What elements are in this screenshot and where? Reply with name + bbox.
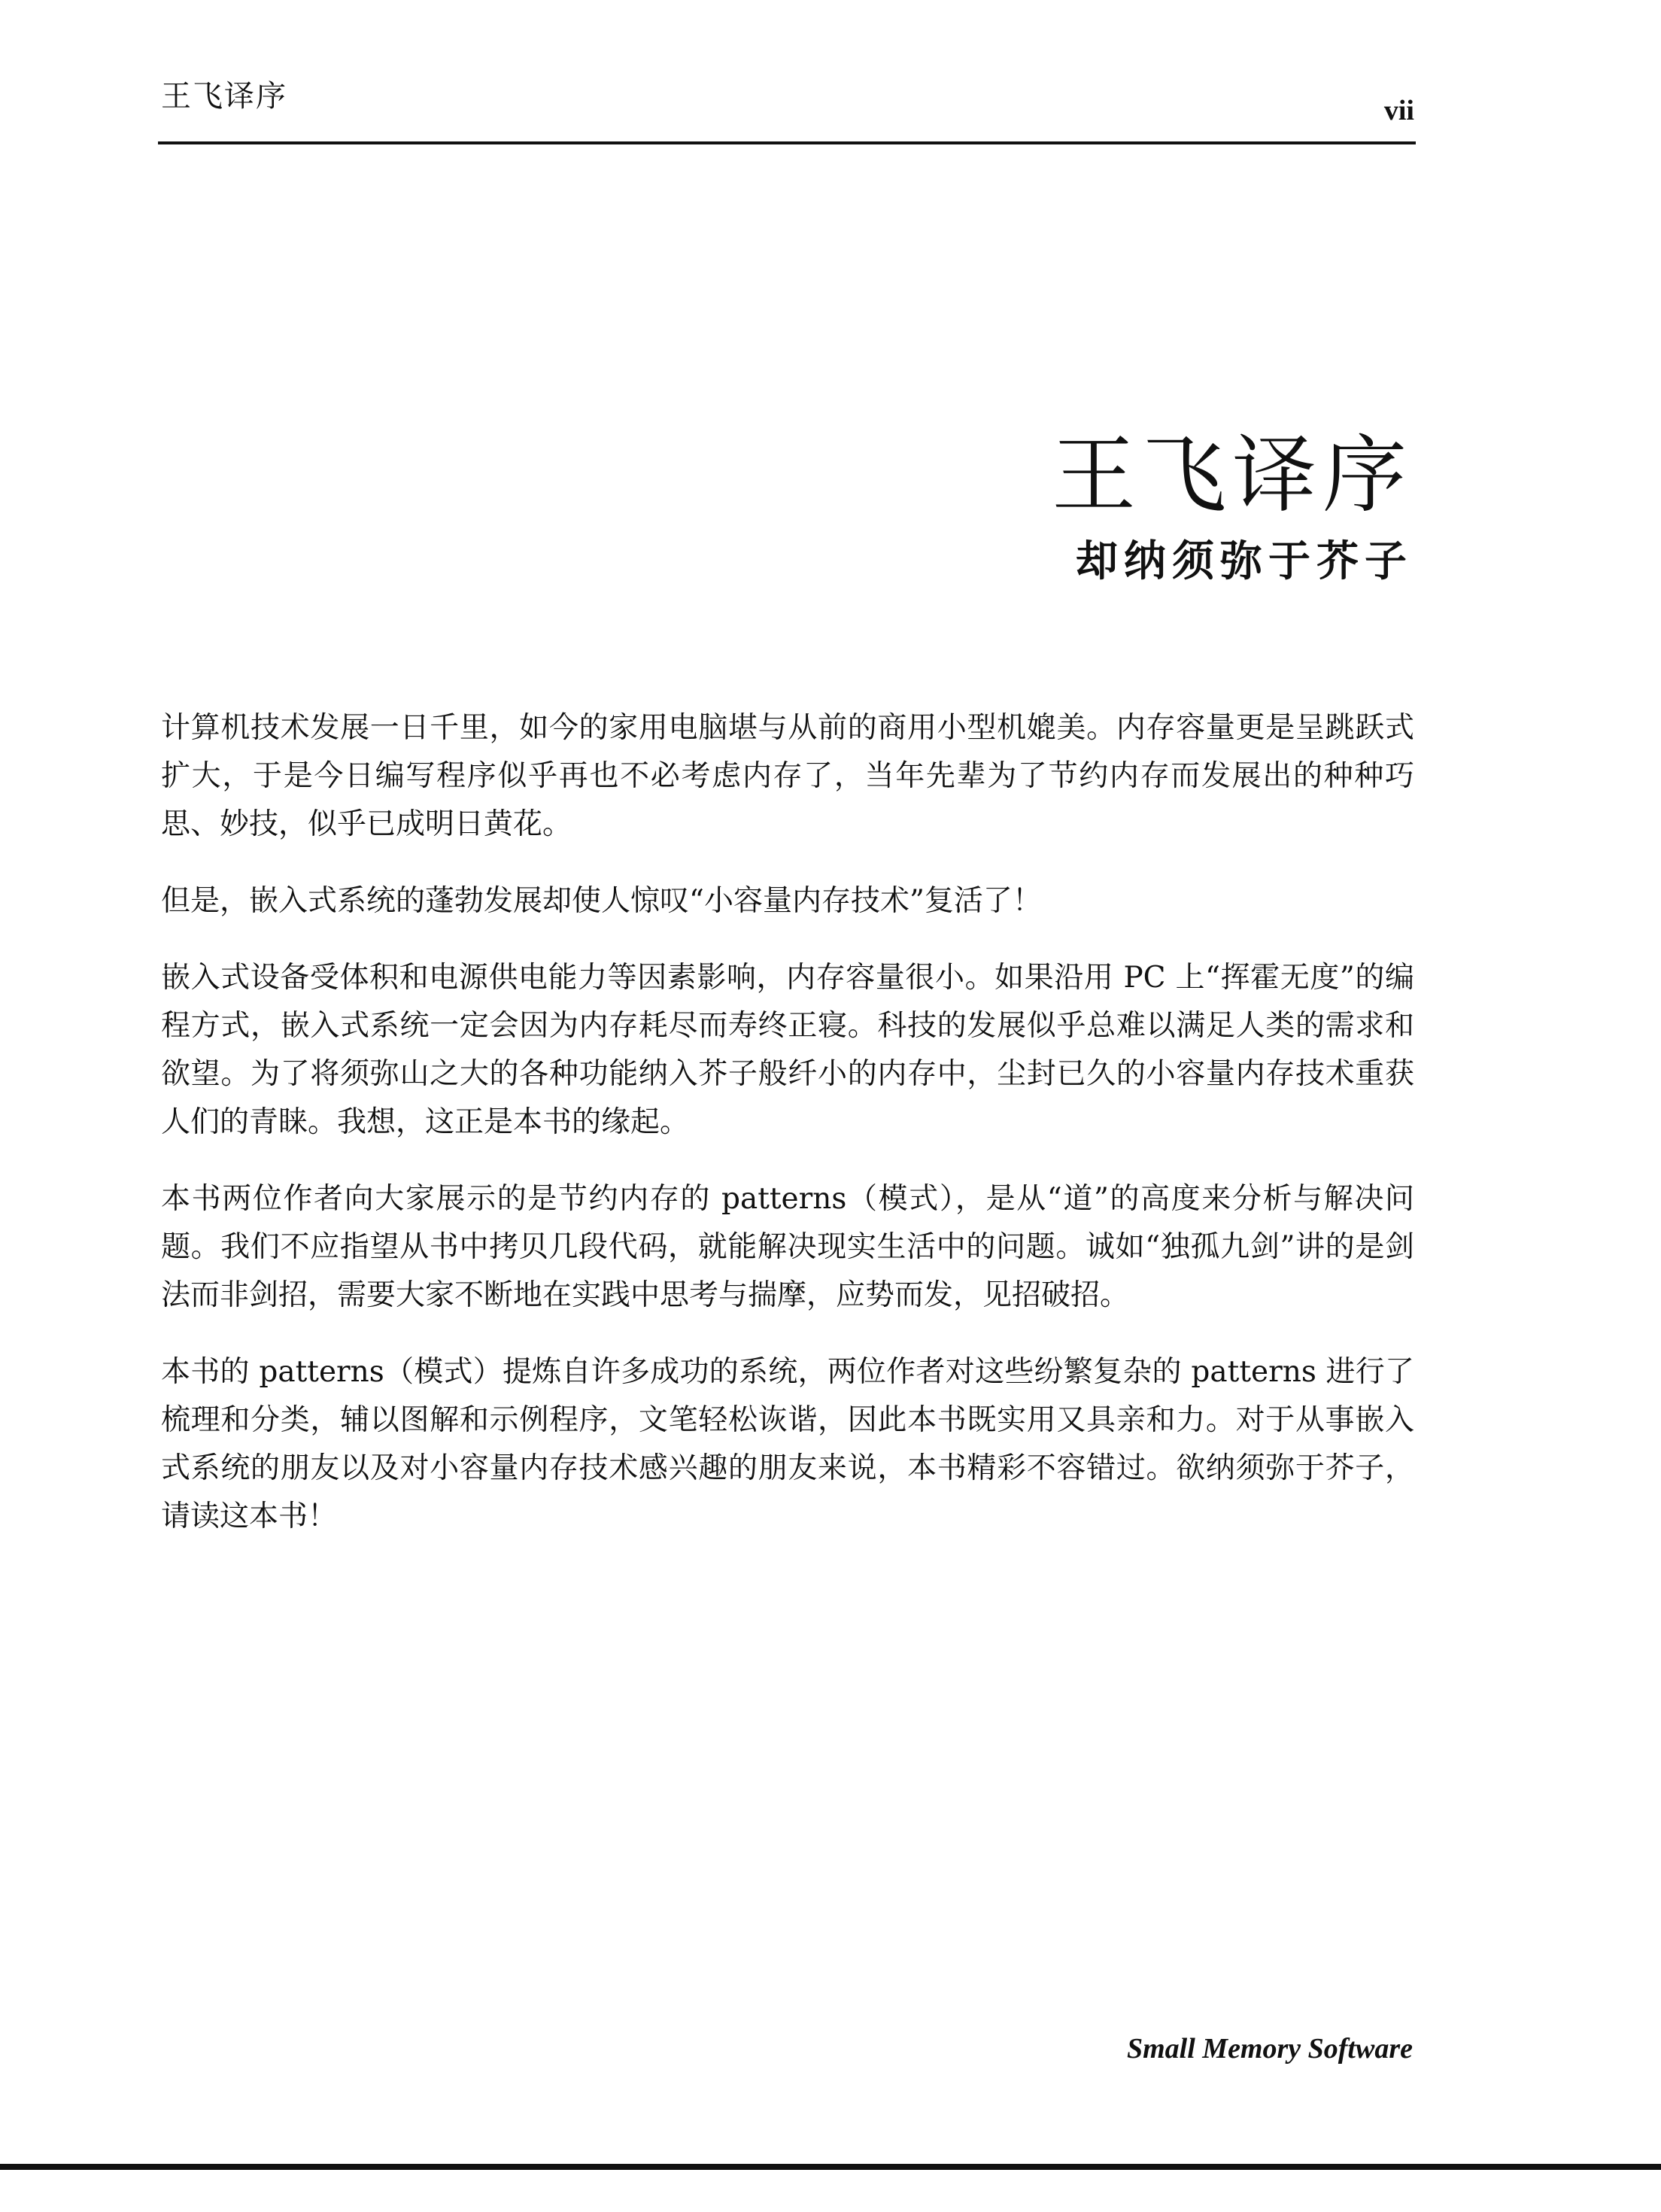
- running-header-title: 王飞译序: [161, 79, 287, 114]
- paragraph-5: 本书的 patterns（模式）提炼自许多成功的系统，两位作者对这些纷繁复杂的 patterns 进行了梳理和分类，辅以图解和示例程序，文笔轻松诙谐，因此本书既实用又具亲和力。对于从事嵌入式系统的朋友以及对小容量内存技术感兴趣的朋友来说，本书精彩不容错过。欲纳须弥于芥子，请读这本书！: [161, 1355, 1414, 1533]
- running-footer-book-title: Small Memory Software: [1126, 2033, 1413, 2065]
- paragraph-1: 计算机技术发展一日千里，如今的家用电脑堪与从前的商用小型机媲美。内存容量更是呈跳跃式扩大，于是今日编写程序似乎再也不必考虑内存了，当年先辈为了节约内存而发展出的种种巧思、妙技，似乎已成明日黄花。: [161, 711, 1414, 841]
- header-divider: [158, 141, 1416, 144]
- paragraph-3: 嵌入式设备受体积和电源供电能力等因素影响，内存容量很小。如果沿用 PC 上“挥霍无度”的编程方式，嵌入式系统一定会因为内存耗尽而寿终正寝。科技的发展似乎总难以满足人类的需求和欲望。为了将须弥山之大的各种功能纳入芥子般纤小的内存中，尘封已久的小容量内存技术重获人们的青睐。我想，这正是本书的缘起。: [161, 961, 1414, 1139]
- paragraph-2: 但是，嵌入式系统的蓬勃发展却使人惊叹“小容量内存技术”复活了！: [161, 884, 1042, 918]
- footer-divider: [0, 2164, 1661, 2170]
- page-number: vii: [1383, 95, 1414, 126]
- paragraph-4: 本书两位作者向大家展示的是节约内存的 patterns（模式），是从“道”的高度来分析与解决问题。我们不应指望从书中拷贝几段代码，就能解决现实生活中的问题。诚如“独孤九剑”讲的是剑法而非剑招，需要大家不断地在实践中思考与揣摩，应势而发，见招破招。: [161, 1182, 1414, 1312]
- page-title: 王飞译序: [1052, 427, 1413, 524]
- body-text: [161, 704, 1414, 1569]
- page-subtitle: 却纳须弥于芥子: [1076, 536, 1413, 586]
